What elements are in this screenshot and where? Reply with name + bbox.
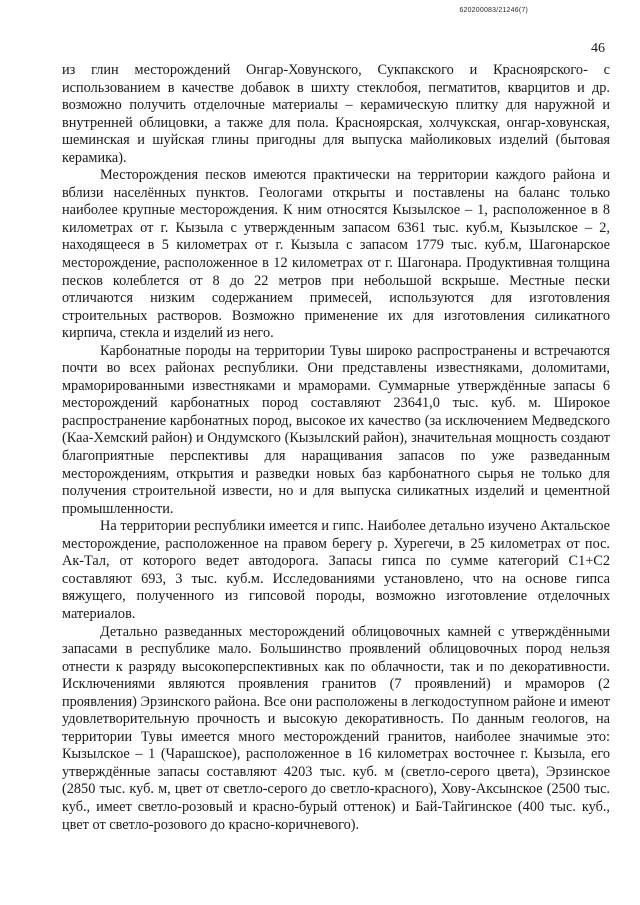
paragraph-clay-continuation: из глин месторождений Онгар-Ховунского, Сукпакского и Красноярского- с использованием в качестве добавок в шихту стеклобоя, пегматитов, кварцитов и др. возможно получить отделочные материалы – керамическую плитку для наружной и внутренней облицовки, а также для пола. Красноярская, холчукская, онгар-ховунская, шеминская и шуйская глины пригодны для выпуска майоликовых изделий (бытовая керамика). [62, 62, 610, 166]
document-id: 620200083/21246(7) [459, 7, 528, 14]
body-text [62, 62, 610, 834]
paragraph-carbonate-rocks: Карбонатные породы на территории Тувы широко распространены и встречаются почти во всех районах республики. Они представлены известняками, доломитами, мраморированными известняками и мраморами. Суммарные утверждённые запасы 6 месторождений карбонатных пород составляют 23641,0 тыс. куб. м. Широкое распространение карбонатных пород, высокое их качество (за исключением Медведского (Каа-Хемский район) и Ондумского (Кызылский район), значительная мощность создают благоприятные перспективы для наращивания запасов по уже разведанным месторождениям, открытия и разведки новых баз карбонатного сырья не только для получения строительной извести, но и для выпуска силикатных изделий и цементной промышленности. [62, 342, 610, 517]
paragraph-facing-stones: Детально разведанных месторождений облицовочных камней с утверждёнными запасами в республике мало. Большинство проявлений облицовочных пород нельзя отнести к разряду высокоперспективных как по облачности, так и по декоративности. Исключениями являются проявления гранитов (7 проявлений) и мраморов (2 проявления) Эрзинского района. Все они расположены в легкодоступном районе и имеют удовлетворительную прочность и высокую декоративность. По данным геологов, на территории Тувы имеется много месторождений гранитов, наиболее значимые это: Кызылское – 1 (Чарашское), расположенное в 16 километрах восточнее г. Кызыла, его утверждённые запасы составляют 4203 тыс. куб. м (светло-серого цвета), Эрзинское (2850 тыс. куб. м, цвет от светло-серого до светло-красного), Хову-Аксынское (2500 тыс. куб., имеет светло-розовый и красно-бурый оттенок) и Бай-Тайгинское (400 тыс. куб., цвет от светло-розового до красно-коричневого). [62, 623, 610, 833]
paragraph-gypsum: На территории республики имеется и гипс. Наиболее детально изучено Актальское месторождение, расположенное на правом берегу р. Хурегечи, в 25 километрах от пос. Ак-Тал, от которого ведет автодорога. Запасы гипса по сумме категорий С1+С2 составляют 693, 3 тыс. куб.м. Исследованиями установлено, что на основе гипса вяжущего, полученного из гипсовой породы, возможно изготовление отделочных материалов. [62, 518, 610, 622]
paragraph-sand-deposits: Месторождения песков имеются практически на территории каждого района и вблизи населённых пунктов. Геологами открыты и поставлены на баланс только наиболее крупные месторождения. К ним относятся Кызылское – 1, расположенное в 8 километрах от г. Кызыла с утвержденным запасом 6361 тыс. куб.м, Кызылское – 2, находящееся в 5 километрах от г. Кызыла с запасом 1779 тыс. куб.м, Шагонарское месторождение, расположенное в 12 километрах от г. Шагонара. Продуктивная толщина песков колеблется от 8 до 22 метров при небольшой вскрыше. Местные пески отличаются низким содержанием примесей, используются для изготовления строительных растворов. Возможно применение их для изготовления силикатного кирпича, стекла и изделий из него. [62, 167, 610, 342]
page-number: 46 [591, 41, 605, 56]
